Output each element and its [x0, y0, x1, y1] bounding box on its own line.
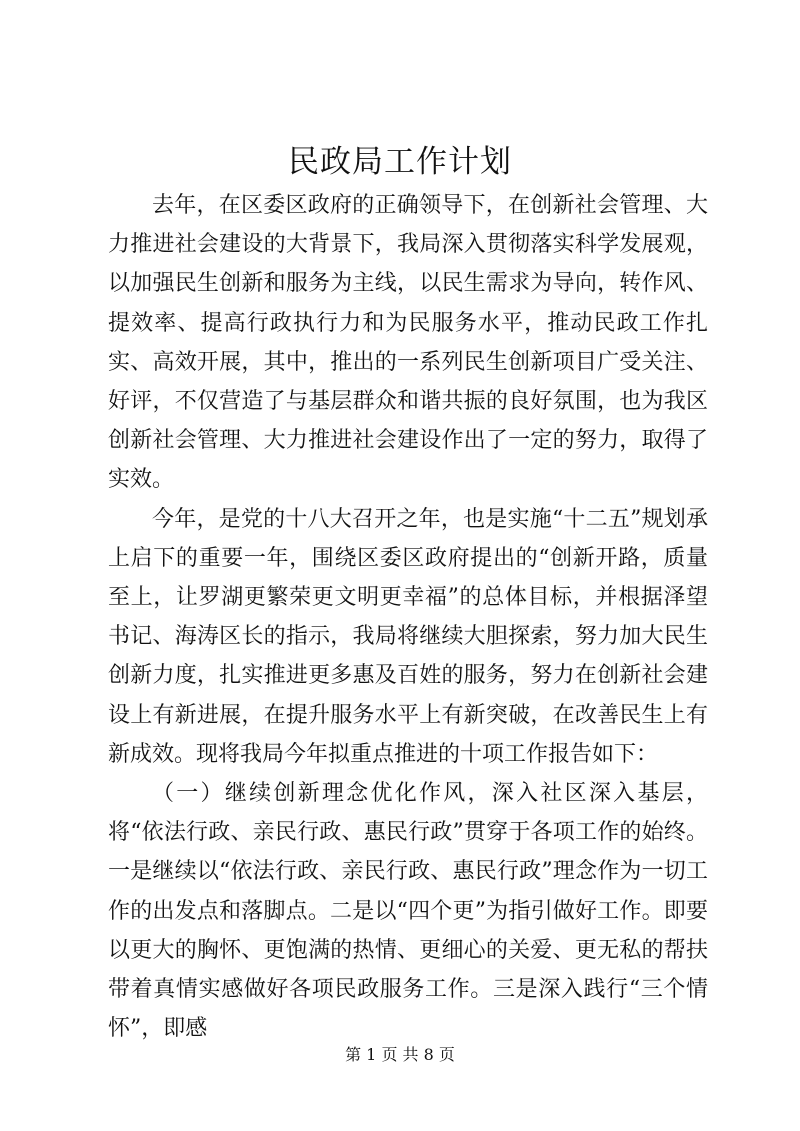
page-footer: 第 1 页 共 8 页 [345, 1045, 455, 1064]
paragraph-last-year-review: 去年，在区委区政府的正确领导下，在创新社会管理、大力推进社会建设的大背景下，我局深入贯彻落实科学发展观，以加强民生创新和服务为主线，以民生需求为导向，转作风、提效率、提高行政执行力和为民服务水平，推动民政工作扎实、高效开展，其中，推出的一系列民生创新项目广受关注、好评，不仅营造了与基层群众和谐共振的良好氛围，也为我区创新社会管理、大力推进社会建设作出了一定的努力，取得了实效。 [108, 193, 708, 493]
paragraph-item-one: （一）继续创新理念优化作风，深入社区深入基层，将“依法行政、亲民行政、惠民行政”贯穿于各项工作的始终。一是继续以“依法行政、亲民行政、惠民行政”理念作为一切工作的出发点和落脚点。二是以“四个更”为指引做好工作。即要以更大的胸怀、更饱满的热情、更细心的关爱、更无私的帮扶带着真情实感做好各项民政服务工作。三是深入践行“三个情怀”，即感 [108, 781, 708, 1042]
document-title: 民政局工作计划 [288, 144, 512, 180]
document-body [108, 186, 708, 1048]
paragraph-this-year-goals: 今年，是党的十八大召开之年，也是实施“十二五”规划承上启下的重要一年，围绕区委区政府提出的“创新开路，质量至上，让罗湖更繁荣更文明更幸福”的总体目标，并根据泽望书记、海涛区长的指示，我局将继续大胆探索，努力加大民生创新力度，扎实推进更多惠及百姓的服务，努力在创新社会建设上有新进展，在提升服务水平上有新突破，在改善民生上有新成效。现将我局今年拟重点推进的十项工作报告如下： [108, 506, 708, 767]
